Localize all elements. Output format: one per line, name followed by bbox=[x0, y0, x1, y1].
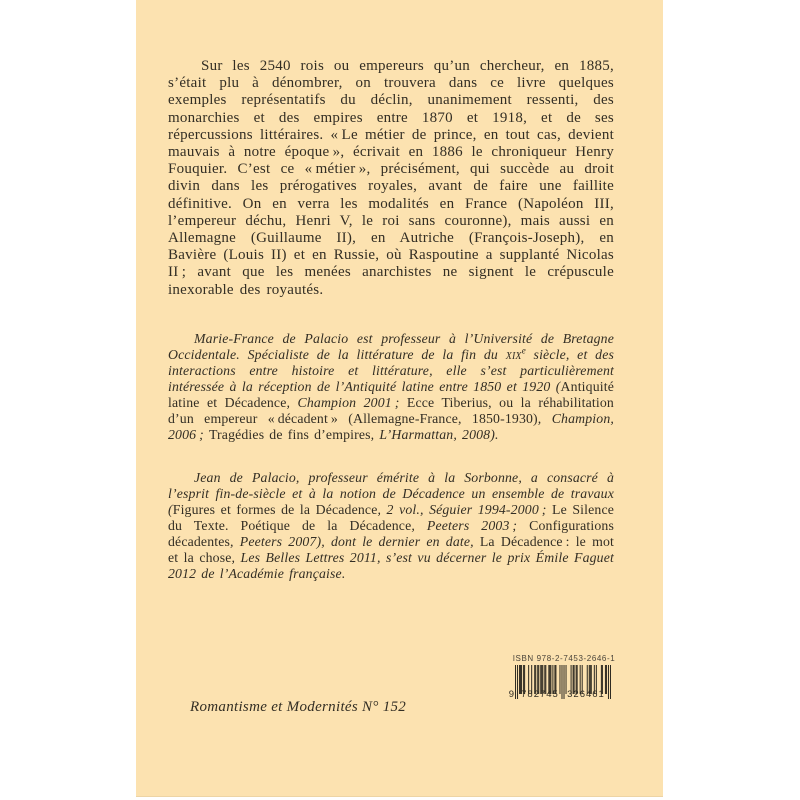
bio-segment: Jean de Palacio, professeur émérite à la Sorbonne, a consacré à l’esprit fin-de-siècle et à la notion de Décadence un ensemble de travaux ( bbox=[168, 469, 614, 517]
bio-segment: , 2 vol., Séguier 1994-2000 ; bbox=[377, 501, 552, 517]
bio-segment: , Champion, 2006 ; bbox=[168, 410, 614, 442]
book-title-segment: Antiquité latine et Décadence bbox=[168, 378, 614, 410]
bio-segment: , Les Belles Lettres 2011, s’est vu décerner le prix Émile Faguet 2012 de l’Académie française. bbox=[168, 549, 614, 581]
book-title-segment: Ecce Tiberius, ou la réhabilitation d’un empereur « décadent » (Allemagne-France, 1850-1930) bbox=[168, 394, 614, 426]
bio-segment: , Peeters 2003 ; bbox=[411, 517, 530, 533]
bio-segment-superscript: e bbox=[521, 345, 526, 356]
ean13-bars bbox=[508, 665, 611, 700]
collection-series-label: Romantisme et Modernités N° 152 bbox=[190, 699, 407, 715]
bio-segment: , L’Harmattan, 2008). bbox=[370, 426, 499, 442]
synopsis-paragraph: Sur les 2540 rois ou empereurs qu’un chercheur, en 1885, s’était plu à dénombrer, on trouvera dans ce livre quelques exemples représentatifs du déclin, unanimement ressenti, des monarchies et des empires entre 1870 et 1918, et de ses répercussions littéraires. « Le métier de prince, en tout cas, devient mauvais à notre époque », écrivait en 1886 le chroniqueur Henry Fouquier. C’est ce « métier », précisément, qui succède au droit divin dans les prérogatives royales, avant de faire une faillite définitive. On en verra les modalités en France (Napoléon III, l’empereur déchu, Henri V, le roi sans couronne), mais aussi en Allemagne (Guillaume II), en Autriche (François-Joseph), en Bavière (Louis II) et en Russie, où Raspoutine a supplanté Nicolas II ; avant que les menées anarchistes ne signent le crépuscule inexorable des royautés. bbox=[168, 58, 614, 298]
isbn-label: ISBN 978-2-7453-2646-1 bbox=[512, 654, 616, 663]
bio-segment: Marie-France de Palacio est professeur à l’Université de Bretagne Occidentale. Spécialiste de la littérature de la fin du bbox=[168, 330, 614, 362]
book-back-cover bbox=[136, 0, 663, 797]
book-title-segment: Configurations décadentes bbox=[168, 517, 614, 549]
author-bio-marie-france bbox=[168, 331, 614, 443]
bio-segment: , Champion 2001 ; bbox=[286, 394, 407, 410]
book-title-segment: La Décadence : le mot et la chose bbox=[168, 533, 614, 565]
book-title-segment: Tragédies de fins d’empires bbox=[208, 426, 371, 442]
book-title-segment: Figures et formes de la Décadence bbox=[172, 501, 378, 517]
barcode-digit-group: 326461 bbox=[567, 689, 605, 700]
author-bio-jean bbox=[168, 470, 614, 582]
bio-segment: siècle, et des interactions entre histoire et littérature, elle s’est particulièrement intéressée à la réception de l’Antiquité latine entre 1850 et 1920 ( bbox=[168, 346, 614, 394]
barcode-digits bbox=[508, 689, 611, 700]
bio-segment: , Peeters 2007), dont le dernier en date, bbox=[230, 533, 480, 549]
barcode-digit-group: 9 bbox=[508, 689, 514, 700]
isbn-barcode bbox=[505, 654, 623, 699]
bio-segment-smallcaps: xix bbox=[505, 346, 522, 362]
barcode-digit-group: 782745 bbox=[521, 689, 559, 700]
book-title-segment: Le Silence du Texte. Poétique de la Décadence bbox=[168, 501, 614, 533]
